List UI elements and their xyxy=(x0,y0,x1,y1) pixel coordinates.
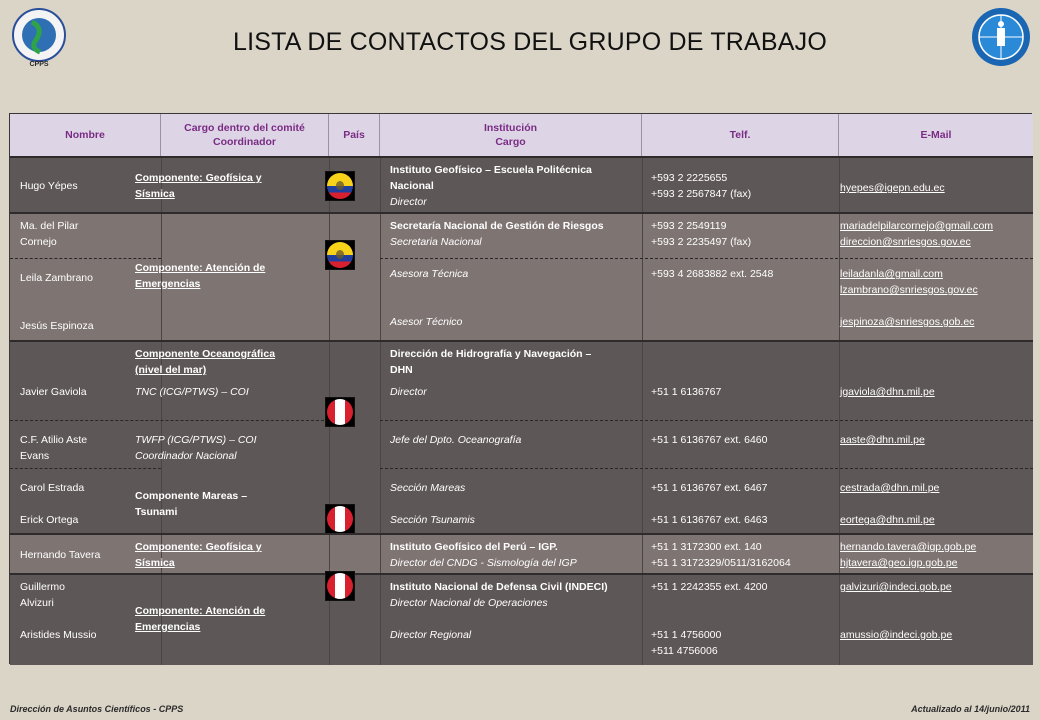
contact-name: Alvizuri xyxy=(20,597,54,609)
phone: +593 2 2225655 xyxy=(651,172,728,184)
contact-name: Hernando Tavera xyxy=(20,549,101,561)
phone: +51 1 6136767 ext. 6460 xyxy=(651,434,768,446)
email-link[interactable]: galvizuri@indeci.gob.pe xyxy=(840,581,952,593)
phone: +593 2 2567847 (fax) xyxy=(651,188,752,200)
header-cargo-label-2: Coordinador xyxy=(213,136,276,148)
contact-role: Componente Oceanográfica xyxy=(135,348,276,360)
email-link[interactable]: jgaviola@dhn.mil.pe xyxy=(840,386,935,398)
position: Secretaria Nacional xyxy=(390,236,482,248)
phone: +51 1 3172300 ext. 140 xyxy=(651,541,762,553)
email-link[interactable]: direccion@snriesgos.gov.ec xyxy=(840,236,971,248)
header-pais xyxy=(329,114,380,156)
institution: Instituto Geofísico – Escuela Politécnica xyxy=(390,164,592,176)
contact-name: Jesús Espinoza xyxy=(20,320,94,332)
contact-name: C.F. Atilio Aste xyxy=(20,434,88,446)
header-nombre xyxy=(10,114,161,156)
contact-role: Emergencias xyxy=(135,621,201,633)
contacts-table xyxy=(9,113,1032,664)
email-link[interactable]: hyepes@igepn.edu.ec xyxy=(840,182,945,194)
table-row-group-dhn xyxy=(10,340,1033,533)
position: Director del CNDG - Sismología del IGP xyxy=(390,557,577,569)
contact-name: Aristides Mussio xyxy=(20,629,97,641)
header-institucion-label-1: Institución xyxy=(483,121,538,134)
table-row-group-indeci xyxy=(10,573,1033,665)
position: Director xyxy=(390,386,427,398)
page-title: LISTA DE CONTACTOS DEL GRUPO DE TRABAJO xyxy=(232,28,828,56)
contact-name: Erick Ortega xyxy=(20,514,79,526)
position: Sección Tsunamis xyxy=(390,514,475,526)
contact-name: Ma. del Pilar xyxy=(20,220,79,232)
contact-role: Componente: Atención de xyxy=(135,605,266,617)
email-link[interactable]: mariadelpilarcornejo@gmail.com xyxy=(840,220,994,232)
contact-name: Hugo Yépes xyxy=(20,180,78,192)
contact-role: Componente Mareas – xyxy=(135,490,248,502)
phone: +51 1 6136767 ext. 6463 xyxy=(651,514,768,526)
position: Director Nacional de Operaciones xyxy=(390,597,548,609)
phone: +51 1 4756000 xyxy=(651,629,722,641)
position: Sección Mareas xyxy=(390,482,466,494)
peru-flag-icon xyxy=(325,397,355,427)
header-nombre-label: Nombre xyxy=(65,128,105,141)
position: Director xyxy=(390,196,427,208)
institution: Instituto Geofísico del Perú – IGP. xyxy=(390,541,558,553)
phone: +593 4 2683882 ext. 2548 xyxy=(651,268,774,280)
contact-name: Carol Estrada xyxy=(20,482,85,494)
header-email-label: E-Mail xyxy=(920,128,952,141)
email-link[interactable]: cestrada@dhn.mil.pe xyxy=(840,482,940,494)
ecuador-flag-icon xyxy=(325,240,355,270)
position: Jefe del Dpto. Oceanografía xyxy=(390,434,522,446)
header-institucion-label-2: Cargo xyxy=(495,136,526,148)
contact-name: Cornejo xyxy=(20,236,57,248)
email-link[interactable]: aaste@dhn.mil.pe xyxy=(840,434,925,446)
contact-role: Sísmica xyxy=(135,188,175,200)
ecuador-flag-icon xyxy=(325,171,355,201)
phone: +593 2 2549119 xyxy=(651,220,727,232)
position: Asesora Técnica xyxy=(390,268,469,280)
footer-left: Dirección de Asuntos Científicos - CPPS xyxy=(10,704,184,714)
email-link[interactable]: leiladanla@gmail.com xyxy=(840,268,943,280)
email-link[interactable]: eortega@dhn.mil.pe xyxy=(840,514,935,526)
phone: +51 1 2242355 ext. 4200 xyxy=(651,581,768,593)
phone: +51 1 3172329/0511/3162064 xyxy=(651,557,791,569)
email-link[interactable]: hernando.tavera@igp.gob.pe xyxy=(840,541,977,553)
phone: +511 4756006 xyxy=(651,645,718,657)
contact-role: TWFP (ICG/PTWS) – COI xyxy=(135,434,257,446)
header-cargo xyxy=(161,114,329,156)
table-header xyxy=(10,114,1033,156)
contact-role: Componente: Geofísica y xyxy=(135,541,262,553)
institution: Dirección de Hidrografía y Navegación – xyxy=(390,348,592,360)
contact-name: Evans xyxy=(20,450,50,462)
header-email xyxy=(839,114,1033,156)
contact-name: Guillermo xyxy=(20,581,65,593)
peru-flag-icon xyxy=(325,504,355,534)
institution: DHN xyxy=(390,364,413,376)
header-institucion xyxy=(380,114,642,156)
email-link[interactable]: hjtavera@geo.igp.gob.pe xyxy=(840,557,958,569)
phone: +593 2 2235497 (fax) xyxy=(651,236,752,248)
header-telf xyxy=(642,114,839,156)
contact-role: Sísmica xyxy=(135,557,175,569)
contact-role: Componente: Geofísica y xyxy=(135,172,262,184)
contact-role: Emergencias xyxy=(135,278,201,290)
email-link[interactable]: jespinoza@snriesgos.gob.ec xyxy=(840,316,975,328)
table-row-group-sngr xyxy=(10,212,1033,340)
contact-role: (nivel del mar) xyxy=(135,364,207,376)
table-row-hernando-tavera xyxy=(10,533,1033,573)
phone: +51 1 6136767 xyxy=(651,386,722,398)
contact-role: Componente: Atención de xyxy=(135,262,266,274)
contact-role: Tsunami xyxy=(135,506,178,518)
footer-right: Actualizado al 14/junio/2011 xyxy=(911,704,1030,714)
contact-name: Javier Gaviola xyxy=(20,386,87,398)
svg-text:CPPS: CPPS xyxy=(29,61,49,68)
header-pais-label: País xyxy=(343,128,365,141)
institution: Nacional xyxy=(390,180,434,192)
institution: Secretaría Nacional de Gestión de Riesgos xyxy=(390,220,604,232)
email-link[interactable]: lzambrano@snriesgos.gov.ec xyxy=(840,284,978,296)
institution: Instituto Nacional de Defensa Civil (INDECI) xyxy=(390,581,608,593)
email-link[interactable]: amussio@indeci.gob.pe xyxy=(840,629,953,641)
contact-role: TNC (ICG/PTWS) – COI xyxy=(135,386,249,398)
position: Director Regional xyxy=(390,629,472,641)
contact-role: Coordinador Nacional xyxy=(135,450,237,462)
phone: +51 1 6136767 ext. 6467 xyxy=(651,482,768,494)
table-row-hugo-yepes xyxy=(10,156,1033,212)
header-telf-label: Telf. xyxy=(729,128,751,141)
position: Asesor Técnico xyxy=(390,316,463,328)
contact-name: Leila Zambrano xyxy=(20,272,93,284)
header-cargo-label-1: Cargo dentro del comité xyxy=(184,121,305,134)
peru-flag-icon xyxy=(325,571,355,601)
